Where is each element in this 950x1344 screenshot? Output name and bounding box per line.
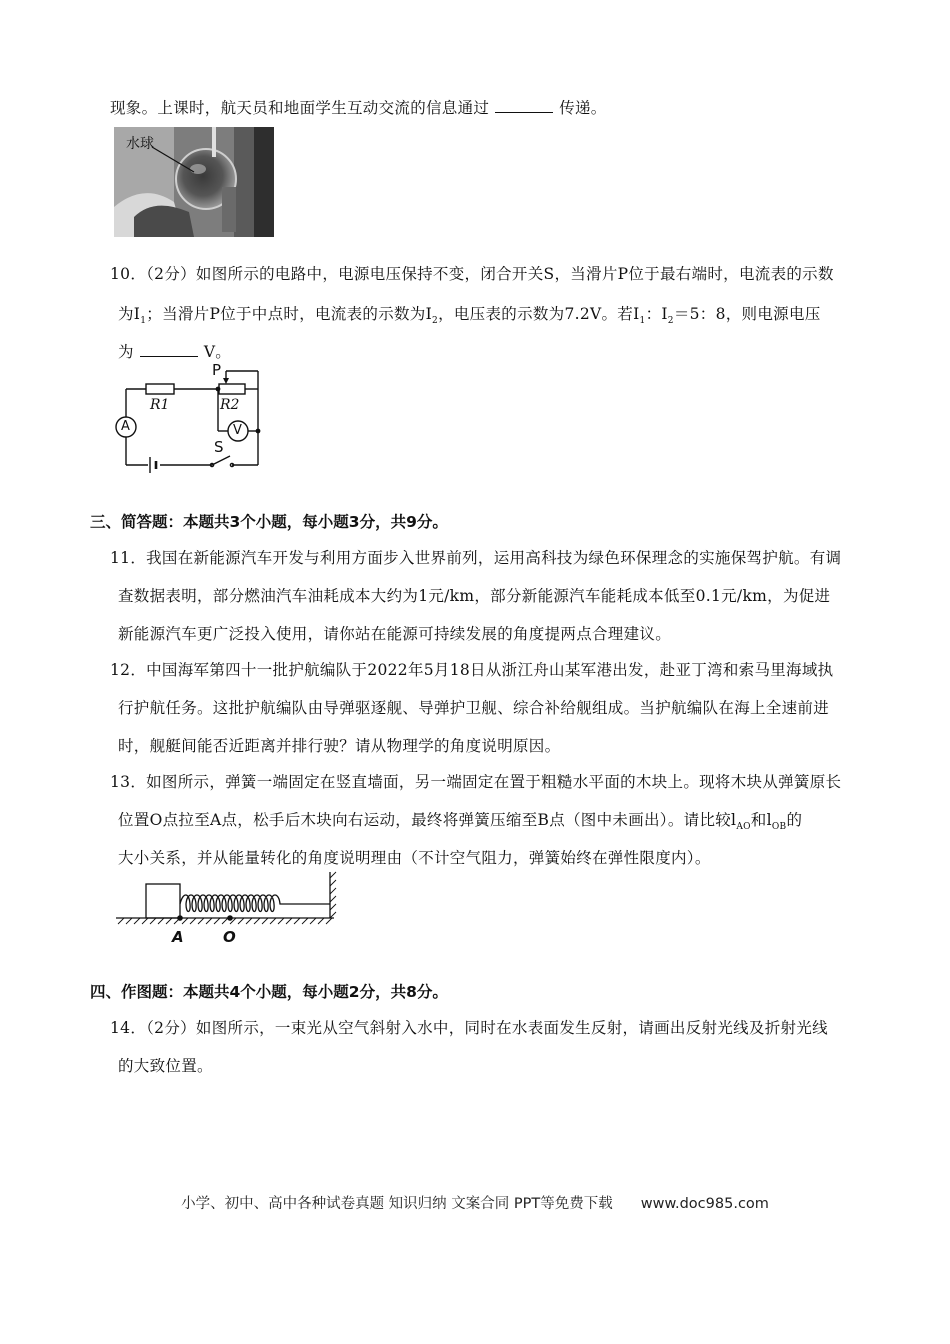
- q11-line-1: 11．我国在新能源汽车开发与利用方面步入世界前列，运用高科技为绿色环保理念的实施保驾护航。有调: [110, 549, 842, 567]
- label-slider-p: P: [212, 361, 222, 379]
- label-switch: S: [214, 438, 224, 456]
- page-footer: [0, 1192, 950, 1213]
- label-r2: R2: [220, 397, 240, 413]
- answer-blank[interactable]: [140, 342, 198, 357]
- q14-line-2: 的大致位置。: [118, 1057, 213, 1075]
- q9-line-1: 现象。上课时，航天员和地面学生互动交流的信息通过 传递。: [110, 99, 607, 117]
- q12-line-3: 时，舰艇间能否近距离并排行驶？请从物理学的角度说明原因。: [118, 737, 561, 755]
- q11-line-3: 新能源汽车更广泛投入使用，请你站在能源可持续发展的角度提两点合理建议。: [118, 625, 672, 643]
- circuit-diagram: [108, 361, 278, 479]
- label-r1: R1: [150, 397, 170, 413]
- space-class-photo: [114, 127, 274, 237]
- label-ammeter: A: [121, 419, 130, 434]
- q12-line-1: 12．中国海军第四十一批护航编队于2022年5月18日从浙江舟山某军港出发，赴亚丁湾和索马里海域执: [110, 661, 834, 679]
- q11-line-2: 查数据表明，部分燃油汽车油耗成本大约为1元/km，部分新能源汽车能耗成本低至0.1元/km，为促进: [118, 587, 831, 605]
- photo-label-water-ball: 水球: [126, 136, 154, 152]
- section-4-heading: 四、作图题：本题共4个小题，每小题2分，共8分。: [90, 983, 448, 1001]
- section-3-heading: 三、简答题：本题共3个小题，每小题3分，共9分。: [90, 513, 448, 531]
- q10-line-2: 为$I_1$；当滑片P位于中点时，电流表的示数为$I_2$，电压表的示数为7.2V。若$I_1$：$I_2=5$：8，则电源电压: [118, 305, 821, 327]
- label-point-o: O: [223, 928, 236, 946]
- q13-line-1: 13．如图所示，弹簧一端固定在竖直墙面，另一端固定在置于粗糙水平面的木块上。现将木块从弹簧原长: [110, 773, 842, 791]
- q14-line-1: 14．（2分）如图所示，一束光从空气斜射入水中，同时在水表面发生反射，请画出反射光线及折射光线: [110, 1019, 828, 1037]
- label-voltmeter: V: [233, 423, 242, 438]
- q10-line-1: 10．（2分）如图所示的电路中，电源电压保持不变，闭合开关S，当滑片P位于最右端时，电流表的示数: [110, 265, 834, 283]
- label-point-a: A: [172, 928, 184, 946]
- q10-line-3: 为 V。: [118, 343, 232, 361]
- q12-line-2: 行护航任务。这批护航编队由导弹驱逐舰、导弹护卫舰、综合补给舰组成。当护航编队在海上全速前进: [118, 699, 830, 717]
- spring-block-figure: [112, 870, 342, 954]
- footer-text: 小学、初中、高中各种试卷真题 知识归纳 文案合同 PPT等免费下载: [181, 1196, 613, 1212]
- footer-url[interactable]: www.doc985.com: [640, 1196, 769, 1212]
- q13-line-2: 位置O点拉至A点，松手后木块向右运动，最终将弹簧压缩至B点（图中未画出）。请比较$l_{AO}$和$l_{OB}$的: [118, 811, 803, 833]
- answer-blank[interactable]: [495, 98, 553, 113]
- q13-line-3: 大小关系，并从能量转化的角度说明理由（不计空气阻力，弹簧始终在弹性限度内）。: [118, 849, 711, 867]
